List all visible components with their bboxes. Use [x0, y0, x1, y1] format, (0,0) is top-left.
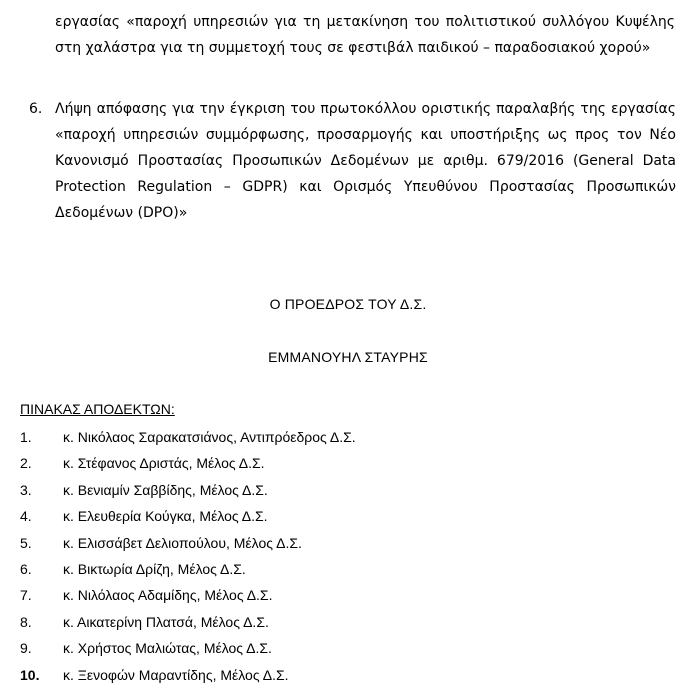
recipient-number: 8.: [20, 613, 32, 630]
item5-continuation-text: εργασίας «παροχή υπηρεσιών για τη μετακίνηση του πολιτιστικού συλλόγου Κυψέλης στη χαλάστρα για τη συμμετοχή τους σε φεστιβάλ παιδικού – παραδοσιακού χορού»: [55, 14, 675, 56]
recipient-number: 1.: [20, 429, 32, 445]
recipient-item: [20, 559, 246, 585]
recipient-name: κ. Αικατερίνη Πλατσά, Μέλος Δ.Σ.: [63, 613, 269, 630]
agenda-item-6: [20, 96, 676, 226]
recipient-item: [20, 427, 356, 453]
recipient-item: [20, 638, 272, 664]
recipient-name: κ. Βικτωρία Δρίζη, Μέλος Δ.Σ.: [63, 560, 246, 577]
recipient-number: 2.: [20, 455, 32, 472]
president-title: Ο ΠΡΟΕΔΡΟΣ ΤΟΥ Δ.Σ.: [269, 296, 427, 312]
recipient-name: κ. Νικόλαος Σαρακατσιάνος, Αντιπρόεδρος Δ.Σ.: [63, 429, 356, 445]
recipient-name: κ. Χρήστος Μαλιώτας, Μέλος Δ.Σ.: [63, 640, 272, 657]
recipient-number: 10.: [20, 666, 40, 683]
recipient-number: 4.: [20, 508, 32, 525]
recipient-name: κ. Ελευθερία Κούγκα, Μέλος Δ.Σ.: [63, 508, 268, 525]
recipient-number: 5.: [20, 534, 32, 551]
recipient-item: [20, 533, 302, 559]
recipient-number: 9.: [20, 640, 32, 657]
recipient-name: κ. Ξενοφών Μαραντίδης, Μέλος Δ.Σ.: [63, 666, 289, 683]
recipient-item: [20, 612, 269, 638]
president-name: ΕΜΜΑΝΟΥΗΛ ΣΤΑΥΡΗΣ: [268, 349, 428, 365]
recipient-item: [20, 506, 268, 532]
recipient-number: 7.: [20, 587, 32, 604]
recipient-item: [20, 453, 265, 479]
recipient-item: [20, 480, 268, 506]
recipients-list: [20, 427, 356, 691]
recipients-title: ΠΙΝΑΚΑΣ ΑΠΟΔΕΚΤΩΝ:: [20, 401, 175, 417]
recipient-name: κ. Νιλόλαος Αδαμίδης, Μέλος Δ.Σ.: [63, 587, 273, 604]
recipient-name: κ. Βενιαμίν Σαββίδης, Μέλος Δ.Σ.: [63, 481, 268, 498]
recipient-number: 6.: [20, 560, 32, 577]
recipient-item: [20, 585, 273, 611]
recipient-number: 3.: [20, 481, 32, 498]
agenda-item-number: 6.: [29, 101, 43, 117]
agenda-item-text: Λήψη απόφασης για την έγκριση του πρωτοκόλλου οριστικής παραλαβής της εργασίας «παροχή υπηρεσιών συμμόρφωσης, προσαρμογής και υποστήριξης ως προς τον Νέο Κανονισμό Προστασίας Προσωπικών Δεδομένων με αριθμ. 679/2016 (General Data Protection Regulation – GDPR) και Ορισμός Υπευθύνου Προστασίας Προσωπικών Δεδομένων (DPO)»: [55, 101, 676, 221]
recipient-name: κ. Στέφανος Δριστάς, Μέλος Δ.Σ.: [63, 455, 265, 472]
recipient-name: κ. Ελισσάβετ Δελιοπούλου, Μέλος Δ.Σ.: [63, 534, 302, 551]
